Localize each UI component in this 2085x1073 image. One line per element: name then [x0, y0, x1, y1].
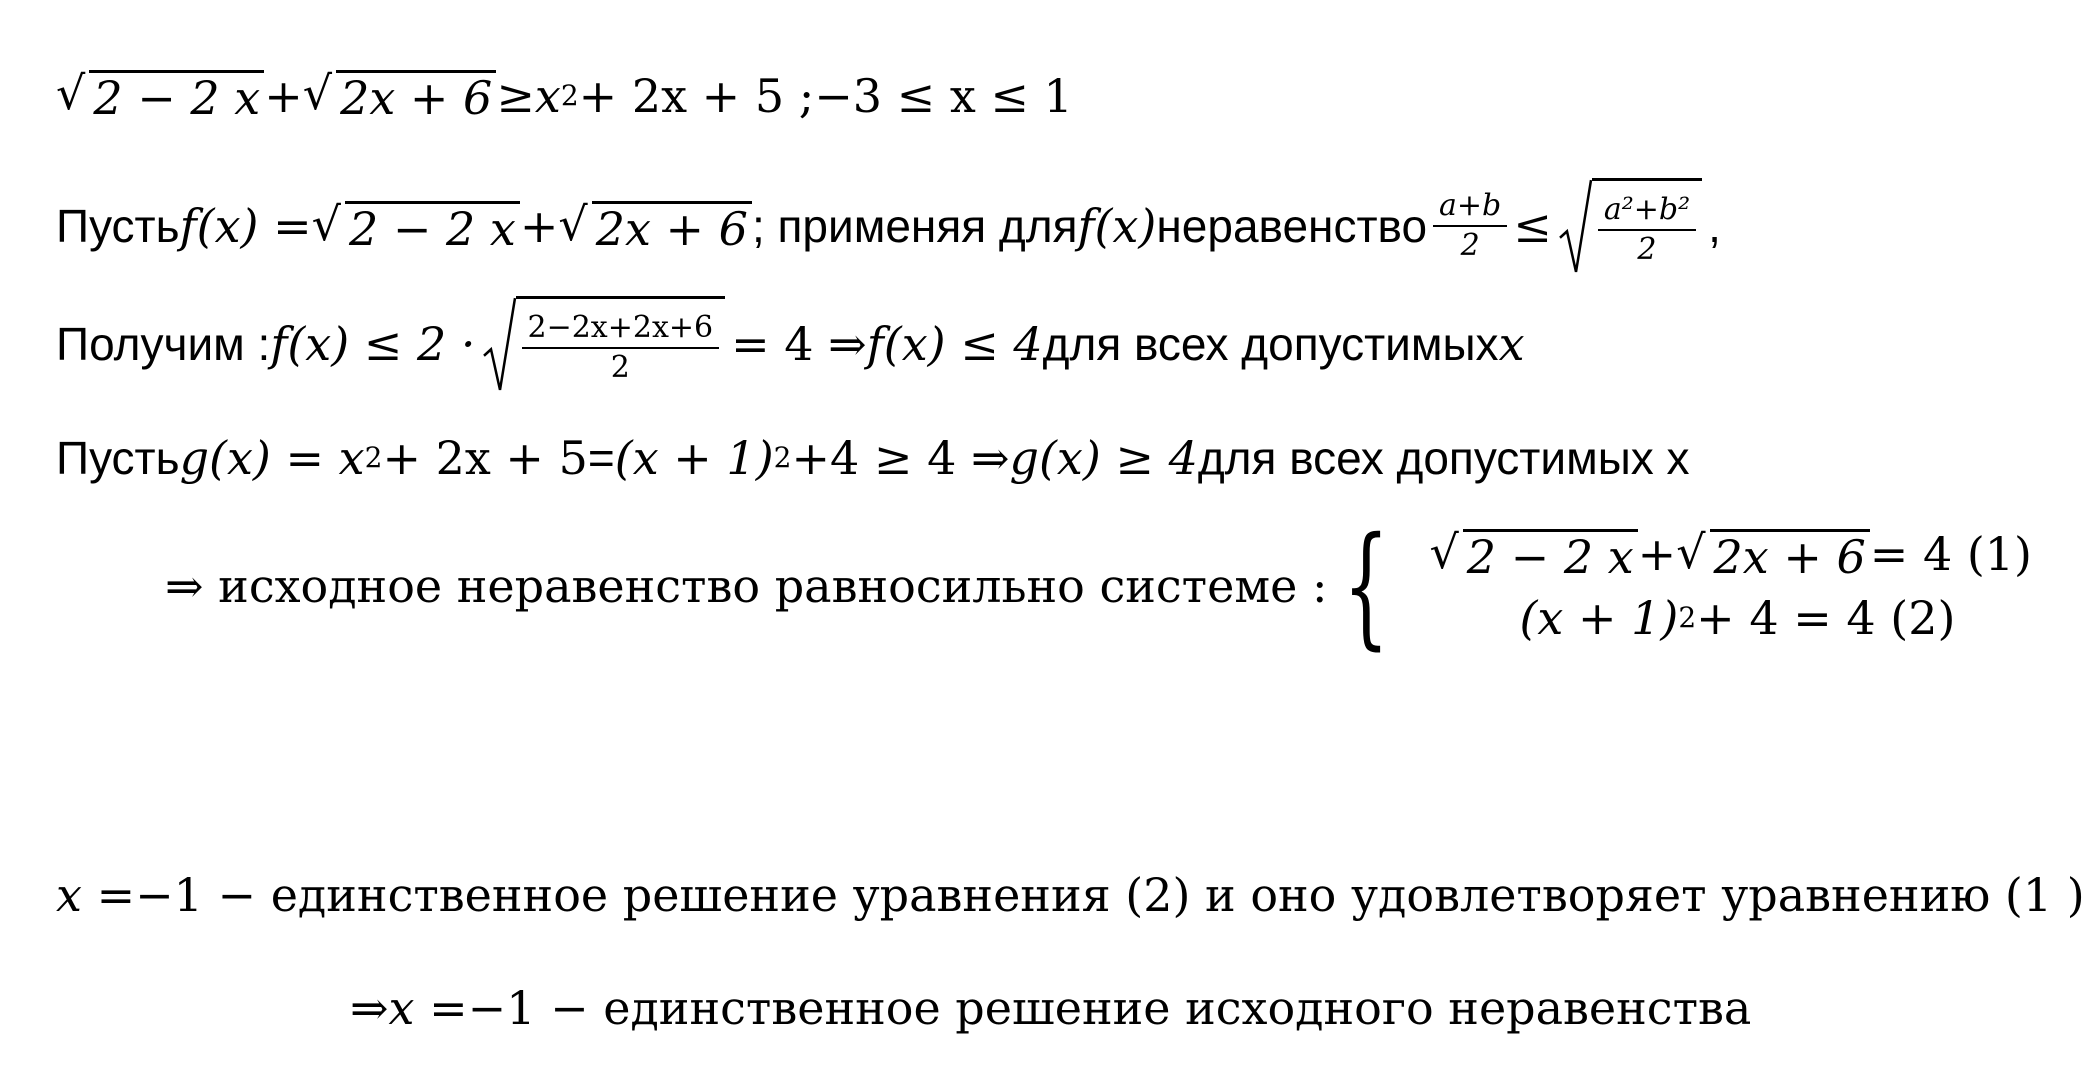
sqrt-expression — [1429, 524, 1637, 584]
radicand: 2x + 6 — [1710, 529, 1870, 580]
numerator: 2−2x+2x+6 — [522, 313, 720, 349]
line-2-definition-f — [56, 178, 1721, 274]
middle-text: неравенство — [1156, 200, 1428, 252]
radical-icon: √ — [56, 66, 86, 120]
variable: x — [1498, 317, 1525, 371]
sqrt-expression — [302, 66, 497, 125]
radicand: 2 − 2 x — [1463, 529, 1638, 580]
system-rows — [1429, 522, 2032, 650]
plus-sign: + — [519, 199, 559, 253]
function-g: g(x) ≥ 4 — [1009, 431, 1198, 485]
tail-text: для всех допустимых — [1042, 318, 1499, 370]
line-6-solution-eq2 — [56, 868, 2085, 922]
variable-assignment: x = — [388, 981, 468, 1035]
numerator: a+b — [1433, 191, 1507, 227]
statement-text: −1 − единственное решение уравнения (2) и оно удовлетворяет уравнению (1 ) — [135, 868, 2085, 922]
fraction — [1598, 191, 1696, 267]
function-f: f(x) = — [179, 199, 312, 253]
radical-icon: √ — [1676, 524, 1706, 579]
sqrt-fraction — [1558, 178, 1702, 274]
function-g: g(x) = x — [179, 431, 365, 485]
equals: = — [587, 432, 615, 484]
denominator: 2 — [1460, 228, 1480, 263]
relation: ≤ — [1513, 199, 1552, 253]
lead-text: Пусть — [56, 200, 180, 252]
radicand: 2x + 6 — [592, 201, 752, 252]
lead-text: Пусть — [56, 432, 180, 484]
sqrt-expression — [56, 66, 264, 125]
lead-text: ⇒ исходное неравенство равносильно системе : — [165, 559, 1328, 613]
variable-assignment: x = — [56, 868, 136, 922]
implies-sign: ⇒ — [350, 981, 389, 1035]
middle-text: ; применяя для — [751, 200, 1078, 252]
expression-rest: + 2x + 5 ; — [578, 68, 815, 123]
radicand: 2x + 6 — [336, 70, 496, 121]
plus-sign: + — [264, 68, 303, 123]
line-3-estimate-f — [56, 296, 1525, 392]
plus-sign: + — [1637, 527, 1677, 581]
sqrt-expression — [1676, 524, 1870, 584]
radical-icon — [1558, 178, 1592, 274]
domain: −3 ≤ x ≤ 1 — [814, 68, 1073, 123]
function-f: f(x) ≤ 2 · — [270, 317, 476, 371]
tail-text: для всех допустимых х — [1197, 432, 1690, 484]
expression: (x + 1) — [614, 431, 774, 485]
expression: (x + 1) — [1519, 591, 1679, 645]
fraction — [522, 309, 720, 385]
fraction — [1433, 188, 1507, 263]
variable: x — [534, 68, 561, 123]
line-4-definition-g: Пусть g(x) = x 2 + 2x + 5 = (x + 1) 2 +4 ≥ 4 ⇒ g(x) ≥ 4 для всех допустимых х — [56, 431, 1690, 485]
radical-icon: √ — [558, 196, 588, 251]
system-row-1 — [1429, 522, 2032, 586]
statement-text: −1 − единственное решение исходного неравенства — [467, 981, 1752, 1035]
lead-text: Получим : — [56, 318, 271, 370]
result-text: = 4 ⇒ — [731, 317, 867, 371]
radical-icon: √ — [1429, 524, 1459, 579]
expression: +4 ≥ 4 ⇒ — [791, 431, 1010, 485]
sqrt-fraction — [482, 296, 726, 392]
function-f: f(x) ≤ 4 — [866, 317, 1043, 371]
comma: , — [1708, 200, 1721, 252]
relation: ≥ — [496, 68, 535, 123]
equation-system — [1343, 509, 2032, 663]
radical-icon: √ — [311, 196, 341, 251]
equation-tail: + 4 = 4 (2) — [1696, 591, 1956, 645]
denominator: 2 — [1637, 231, 1657, 267]
expression: + 2x + 5 — [382, 431, 588, 485]
brace-icon: { — [1343, 509, 1390, 663]
denominator: 2 — [610, 349, 630, 385]
line-1-inequality: √ 2 − 2 x + √ 2x + 6 ≥ x 2 + 2x + 5 ; −3 ≤ x ≤ 1 — [56, 66, 1073, 125]
numerator: a²+b² — [1598, 195, 1696, 231]
radicand: 2 − 2 x — [345, 201, 520, 252]
sqrt-expression — [311, 196, 520, 256]
line-5-system — [165, 509, 2032, 663]
radical-icon: √ — [302, 66, 333, 120]
line-7-conclusion — [350, 981, 1752, 1035]
system-row-2: (x + 1) 2 + 4 = 4 (2) — [1519, 591, 1956, 645]
radical-icon — [482, 296, 516, 392]
radicand: 2 − 2 x — [89, 70, 264, 121]
equation-tail: = 4 (1) — [1869, 527, 2032, 581]
function-f: f(x) — [1077, 199, 1157, 253]
sqrt-expression — [558, 196, 752, 256]
